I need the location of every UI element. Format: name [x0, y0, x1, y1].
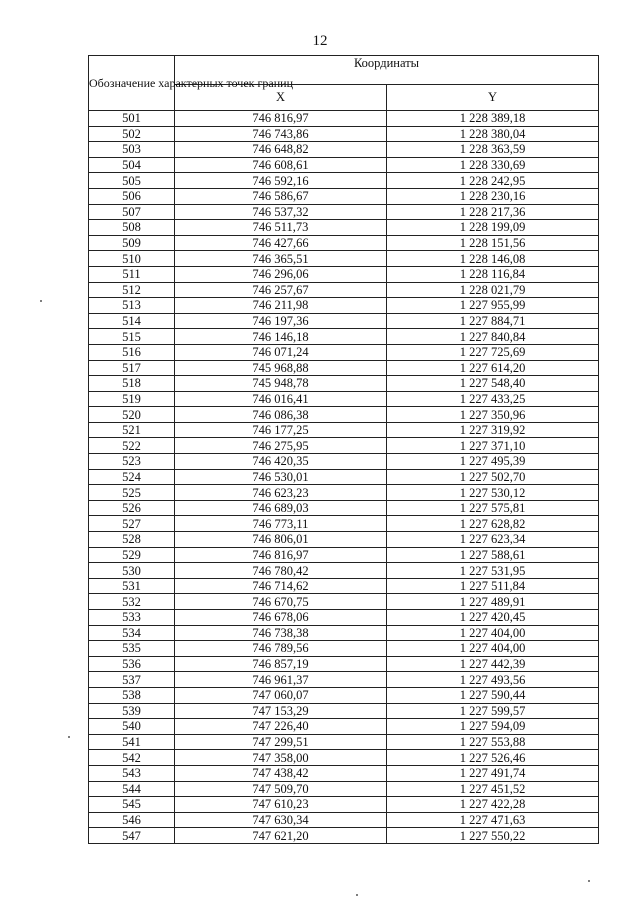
x-cell: 746 211,98 [175, 298, 387, 314]
point-cell: 528 [89, 532, 175, 548]
point-cell: 534 [89, 625, 175, 641]
x-cell: 746 714,62 [175, 578, 387, 594]
table-row [89, 111, 599, 127]
point-cell: 545 [89, 797, 175, 813]
y-cell: 1 227 955,99 [387, 298, 599, 314]
table-row [89, 344, 599, 360]
table-row [89, 157, 599, 173]
y-cell: 1 228 146,08 [387, 251, 599, 267]
x-cell: 746 586,67 [175, 188, 387, 204]
point-cell: 521 [89, 422, 175, 438]
point-cell: 513 [89, 298, 175, 314]
x-cell: 746 648,82 [175, 142, 387, 158]
y-cell: 1 227 404,00 [387, 641, 599, 657]
x-cell: 746 743,86 [175, 126, 387, 142]
x-cell: 746 275,95 [175, 438, 387, 454]
point-cell: 520 [89, 407, 175, 423]
table-row [89, 438, 599, 454]
table-row [89, 266, 599, 282]
x-cell: 746 537,32 [175, 204, 387, 220]
y-cell: 1 227 725,69 [387, 344, 599, 360]
x-cell: 746 257,67 [175, 282, 387, 298]
scan-speck [40, 300, 42, 302]
x-cell: 746 427,66 [175, 235, 387, 251]
scan-speck [68, 736, 70, 738]
table-row [89, 422, 599, 438]
x-cell: 746 592,16 [175, 173, 387, 189]
x-cell: 746 789,56 [175, 641, 387, 657]
y-cell: 1 228 242,95 [387, 173, 599, 189]
table-row [89, 173, 599, 189]
point-cell: 516 [89, 344, 175, 360]
x-cell: 746 420,35 [175, 454, 387, 470]
y-cell: 1 228 230,16 [387, 188, 599, 204]
table-row [89, 142, 599, 158]
table-row [89, 251, 599, 267]
scan-speck [356, 894, 358, 896]
point-cell: 529 [89, 547, 175, 563]
point-cell: 530 [89, 563, 175, 579]
point-cell: 544 [89, 781, 175, 797]
y-cell: 1 227 451,52 [387, 781, 599, 797]
y-cell: 1 227 371,10 [387, 438, 599, 454]
table-row [89, 282, 599, 298]
table-row [89, 188, 599, 204]
point-cell: 541 [89, 734, 175, 750]
point-cell: 519 [89, 391, 175, 407]
y-cell: 1 227 884,71 [387, 313, 599, 329]
y-cell: 1 227 511,84 [387, 578, 599, 594]
point-cell: 537 [89, 672, 175, 688]
point-cell: 512 [89, 282, 175, 298]
x-cell: 745 948,78 [175, 376, 387, 392]
y-cell: 1 227 599,57 [387, 703, 599, 719]
point-cell: 517 [89, 360, 175, 376]
x-cell: 746 016,41 [175, 391, 387, 407]
point-cell: 538 [89, 687, 175, 703]
y-cell: 1 227 526,46 [387, 750, 599, 766]
y-cell: 1 228 330,69 [387, 157, 599, 173]
y-cell: 1 227 588,61 [387, 547, 599, 563]
point-cell: 547 [89, 828, 175, 844]
table-row [89, 828, 599, 844]
table-row [89, 765, 599, 781]
table-row [89, 734, 599, 750]
table-row [89, 594, 599, 610]
point-cell: 511 [89, 266, 175, 282]
point-cell: 535 [89, 641, 175, 657]
x-cell: 747 226,40 [175, 719, 387, 735]
point-cell: 526 [89, 500, 175, 516]
x-cell: 746 146,18 [175, 329, 387, 345]
x-cell: 746 530,01 [175, 469, 387, 485]
point-cell: 510 [89, 251, 175, 267]
x-cell: 746 177,25 [175, 422, 387, 438]
y-cell: 1 227 628,82 [387, 516, 599, 532]
point-cell: 543 [89, 765, 175, 781]
table-row [89, 391, 599, 407]
y-cell: 1 227 420,45 [387, 610, 599, 626]
x-cell: 746 816,97 [175, 547, 387, 563]
y-cell: 1 227 840,84 [387, 329, 599, 345]
x-cell: 746 773,11 [175, 516, 387, 532]
y-cell: 1 227 623,34 [387, 532, 599, 548]
y-cell: 1 228 217,36 [387, 204, 599, 220]
x-cell: 746 678,06 [175, 610, 387, 626]
y-cell: 1 227 575,81 [387, 500, 599, 516]
table-row [89, 329, 599, 345]
header-y: Y [387, 84, 599, 110]
y-cell: 1 227 548,40 [387, 376, 599, 392]
coordinates-table [88, 55, 599, 844]
point-cell: 542 [89, 750, 175, 766]
point-cell: 508 [89, 220, 175, 236]
point-cell: 506 [89, 188, 175, 204]
x-cell: 746 961,37 [175, 672, 387, 688]
point-cell: 518 [89, 376, 175, 392]
y-cell: 1 227 614,20 [387, 360, 599, 376]
header-point: Обозначение характерных точек границ [89, 56, 175, 111]
x-cell: 746 857,19 [175, 656, 387, 672]
y-cell: 1 228 389,18 [387, 111, 599, 127]
y-cell: 1 227 471,63 [387, 812, 599, 828]
x-cell: 746 086,38 [175, 407, 387, 423]
table-row [89, 703, 599, 719]
y-cell: 1 227 594,09 [387, 719, 599, 735]
y-cell: 1 227 422,28 [387, 797, 599, 813]
table-row [89, 532, 599, 548]
table-row [89, 781, 599, 797]
point-cell: 502 [89, 126, 175, 142]
point-cell: 505 [89, 173, 175, 189]
x-cell: 746 689,03 [175, 500, 387, 516]
table-row [89, 797, 599, 813]
y-cell: 1 227 493,56 [387, 672, 599, 688]
table-row [89, 376, 599, 392]
point-cell: 531 [89, 578, 175, 594]
point-cell: 524 [89, 469, 175, 485]
y-cell: 1 228 363,59 [387, 142, 599, 158]
point-cell: 546 [89, 812, 175, 828]
point-cell: 522 [89, 438, 175, 454]
point-cell: 536 [89, 656, 175, 672]
y-cell: 1 227 553,88 [387, 734, 599, 750]
table-row [89, 313, 599, 329]
x-cell: 746 071,24 [175, 344, 387, 360]
point-cell: 532 [89, 594, 175, 610]
point-cell: 515 [89, 329, 175, 345]
y-cell: 1 227 433,25 [387, 391, 599, 407]
point-cell: 503 [89, 142, 175, 158]
x-cell: 746 738,38 [175, 625, 387, 641]
page-number: 12 [312, 33, 328, 49]
y-cell: 1 227 491,74 [387, 765, 599, 781]
y-cell: 1 228 116,84 [387, 266, 599, 282]
x-cell: 747 153,29 [175, 703, 387, 719]
x-cell: 747 509,70 [175, 781, 387, 797]
point-cell: 540 [89, 719, 175, 735]
x-cell: 746 197,36 [175, 313, 387, 329]
point-cell: 514 [89, 313, 175, 329]
x-cell: 746 296,06 [175, 266, 387, 282]
x-cell: 746 511,73 [175, 220, 387, 236]
x-cell: 746 365,51 [175, 251, 387, 267]
point-cell: 539 [89, 703, 175, 719]
table-row [89, 235, 599, 251]
table-row [89, 547, 599, 563]
point-cell: 501 [89, 111, 175, 127]
x-cell: 746 623,23 [175, 485, 387, 501]
table-header [89, 56, 599, 111]
x-cell: 746 780,42 [175, 563, 387, 579]
x-cell: 747 299,51 [175, 734, 387, 750]
point-cell: 527 [89, 516, 175, 532]
table-row [89, 500, 599, 516]
y-cell: 1 228 021,79 [387, 282, 599, 298]
table-row [89, 656, 599, 672]
table-row [89, 220, 599, 236]
y-cell: 1 227 530,12 [387, 485, 599, 501]
y-cell: 1 227 404,00 [387, 625, 599, 641]
y-cell: 1 228 199,09 [387, 220, 599, 236]
point-cell: 509 [89, 235, 175, 251]
table-row [89, 360, 599, 376]
header-x: X [175, 84, 387, 110]
y-cell: 1 227 590,44 [387, 687, 599, 703]
point-cell: 507 [89, 204, 175, 220]
table-row [89, 578, 599, 594]
x-cell: 747 610,23 [175, 797, 387, 813]
y-cell: 1 227 319,92 [387, 422, 599, 438]
table-row [89, 641, 599, 657]
scan-speck [588, 880, 590, 882]
y-cell: 1 227 495,39 [387, 454, 599, 470]
table-body [89, 111, 599, 844]
x-cell: 747 630,34 [175, 812, 387, 828]
y-cell: 1 227 550,22 [387, 828, 599, 844]
point-cell: 523 [89, 454, 175, 470]
table-row [89, 407, 599, 423]
y-cell: 1 227 502,70 [387, 469, 599, 485]
x-cell: 746 608,61 [175, 157, 387, 173]
table-row [89, 298, 599, 314]
table-row [89, 687, 599, 703]
point-cell: 533 [89, 610, 175, 626]
y-cell: 1 228 380,04 [387, 126, 599, 142]
table-row [89, 750, 599, 766]
x-cell: 747 621,20 [175, 828, 387, 844]
y-cell: 1 228 151,56 [387, 235, 599, 251]
table-row [89, 454, 599, 470]
header-coordinates: Координаты [175, 56, 599, 85]
table-row [89, 516, 599, 532]
x-cell: 747 060,07 [175, 687, 387, 703]
y-cell: 1 227 489,91 [387, 594, 599, 610]
table-row [89, 672, 599, 688]
y-cell: 1 227 531,95 [387, 563, 599, 579]
y-cell: 1 227 442,39 [387, 656, 599, 672]
point-cell: 504 [89, 157, 175, 173]
x-cell: 745 968,88 [175, 360, 387, 376]
x-cell: 746 816,97 [175, 111, 387, 127]
table-row [89, 610, 599, 626]
table-row [89, 469, 599, 485]
table-row [89, 485, 599, 501]
x-cell: 746 806,01 [175, 532, 387, 548]
point-cell: 525 [89, 485, 175, 501]
table-row [89, 126, 599, 142]
table-row [89, 204, 599, 220]
table-row [89, 719, 599, 735]
y-cell: 1 227 350,96 [387, 407, 599, 423]
x-cell: 747 358,00 [175, 750, 387, 766]
x-cell: 747 438,42 [175, 765, 387, 781]
x-cell: 746 670,75 [175, 594, 387, 610]
table-row [89, 625, 599, 641]
table-row [89, 812, 599, 828]
table-row [89, 563, 599, 579]
